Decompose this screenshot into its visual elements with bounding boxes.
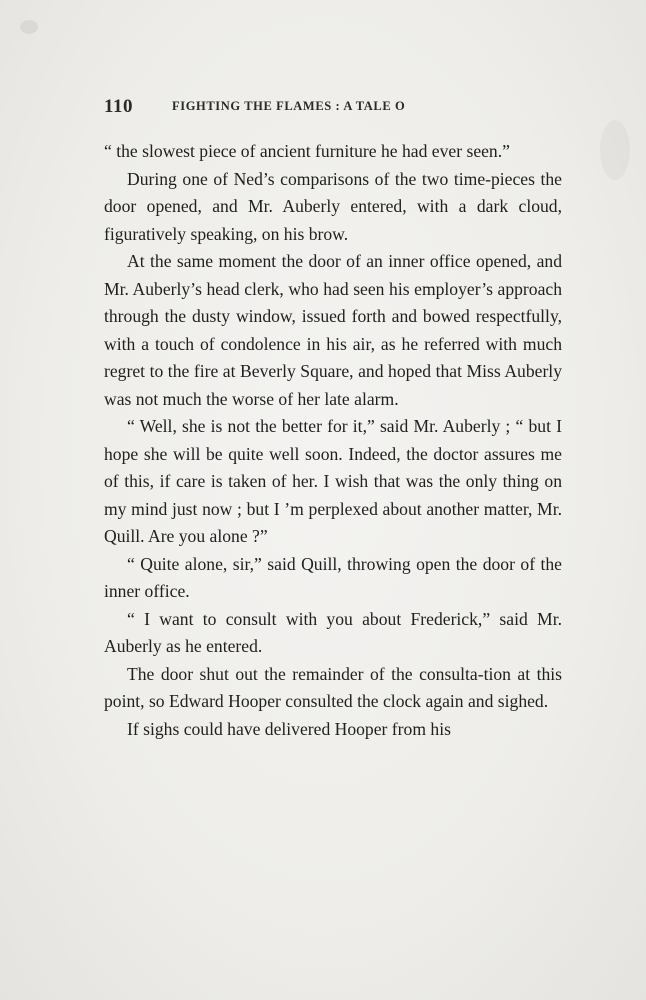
paragraph: If sighs could have delivered Hooper from his [127, 718, 451, 739]
paragraph: At the same moment the door of an inner office opened, and Mr. Auberly’s head clerk, who had seen his employer’s approach through the dusty window, issued forth and bowed respectfully, with a touch of condolence in his air, as he referred with much regret to the fire at Beverly Square, and hoped that Miss Auberly was not much the worse of her late alarm. [104, 251, 562, 409]
paper-smudge [600, 120, 630, 180]
body-text [104, 138, 562, 743]
paper-smudge [20, 20, 38, 34]
running-head-title: FIGHTING THE FLAMES : A TALE O [172, 99, 406, 113]
paragraph: During one of Ned’s comparisons of the two time-pieces the door opened, and Mr. Auberly entered, with a dark cloud, figuratively speaking, on his brow. [104, 168, 562, 244]
running-header [104, 96, 564, 120]
paragraph: The door shut out the remainder of the consulta-tion at this point, so Edward Hooper consulted the clock again and sighed. [104, 663, 562, 711]
paragraph: “ I want to consult with you about Frederick,” said Mr. Auberly as he entered. [104, 608, 562, 656]
paragraph: “ the slowest piece of ancient furniture he had ever seen.” [104, 141, 510, 161]
page-number: 110 [104, 96, 133, 117]
paragraph: “ Well, she is not the better for it,” said Mr. Auberly ; “ but I hope she will be quite well soon. Indeed, the doctor assures me of this, if care is taken of her. I wish that was the only thing on my mind just now ; but I ’m perplexed about another matter, Mr. Quill. Are you alone ?” [104, 416, 562, 546]
paragraph: “ Quite alone, sir,” said Quill, throwing open the door of the inner office. [104, 553, 562, 601]
